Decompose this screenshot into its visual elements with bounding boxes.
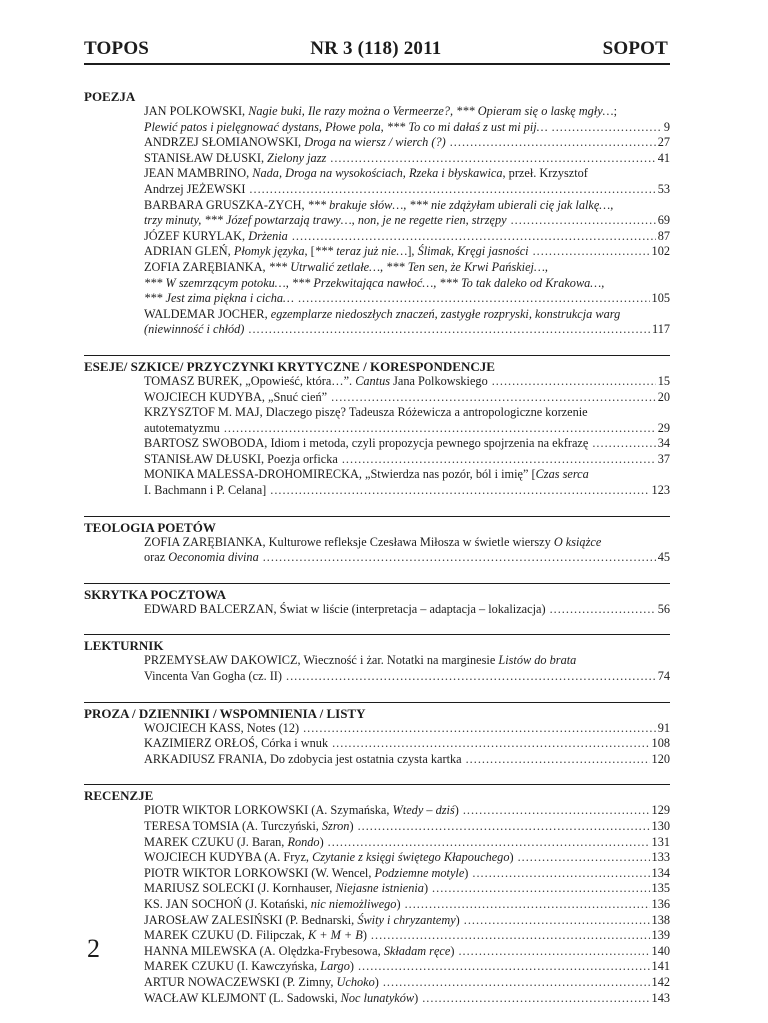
entry-last-line	[144, 881, 670, 897]
entry-title-text: Noc lunatyków	[340, 990, 415, 1005]
dot-leader	[450, 135, 656, 151]
dot-leader	[331, 390, 656, 406]
entry-author-text: WOJCIECH KUDYBA, „Snuć cień”	[144, 389, 328, 404]
entry-title-text: Oeconomia divina	[168, 550, 259, 565]
entry-last-line	[144, 244, 670, 260]
toc-entry[interactable]	[144, 928, 670, 944]
entry-text	[144, 182, 245, 198]
entry-author-text: )	[349, 959, 354, 974]
entry-text	[144, 835, 324, 851]
entry-author-text: I. Bachmann i P. Celana]	[144, 483, 267, 498]
entry-last-line	[144, 436, 670, 452]
toc-entry[interactable]	[144, 866, 670, 882]
toc-entry[interactable]	[144, 374, 670, 390]
entry-author-text: )	[396, 896, 401, 911]
entry-author-text: )	[349, 819, 354, 833]
header-issue-number: NR 3 (118) 2011	[310, 38, 442, 59]
entry-author-text: ZOFIA ZARĘBIANKA,	[144, 259, 269, 274]
entry-author-text: KS. JAN SOCHOŃ (J. Kotański,	[144, 896, 311, 911]
toc-entry[interactable]	[144, 803, 670, 819]
entry-page-number: 9	[663, 119, 670, 134]
dot-leader	[286, 669, 656, 685]
entry-author-text: MONIKA MALESSA-DROHOMIRECKA, „Stwierdza nas pozór, ból i imię” [	[144, 467, 536, 482]
entry-text	[144, 550, 259, 566]
toc-entry[interactable]	[144, 913, 670, 929]
page-number: 2	[87, 934, 100, 963]
entry-page-number: 53	[657, 181, 670, 196]
entry-page-number: 129	[651, 803, 670, 818]
entry-last-line	[144, 866, 670, 882]
toc-entry[interactable]	[144, 653, 670, 684]
entry-last-line	[144, 736, 670, 752]
entry-title-text: Czytanie z księgi świętego Kłapouchego	[312, 850, 510, 865]
entry-title-text: Cantus	[355, 373, 391, 388]
dot-leader	[492, 374, 656, 390]
entry-author-text: Vincenta Van Gogha (cz. II)	[144, 669, 282, 684]
toc-section	[84, 355, 670, 499]
entry-author-text: JAN POLKOWSKI,	[144, 104, 249, 118]
entry-page-number: 108	[651, 736, 670, 751]
dot-leader	[464, 913, 650, 929]
entry-author-text: EDWARD BALCERZAN, Świat w liście (interpretacja – adaptacja – lokalizacja)	[144, 601, 546, 616]
entry-text	[144, 135, 446, 151]
entry-text	[144, 850, 514, 866]
toc-entry[interactable]	[144, 151, 670, 167]
toc-entry[interactable]	[144, 959, 670, 975]
dot-leader	[592, 436, 655, 452]
entry-author-text: JAROSŁAW ZALESIŃSKI (P. Bednarski,	[144, 912, 358, 927]
entry-text	[144, 991, 418, 1007]
entry-title-text: *** Jest zima piękna i cicha…	[144, 291, 294, 306]
dot-leader	[405, 897, 650, 913]
toc-entry[interactable]	[144, 166, 670, 197]
entry-page-number: 37	[657, 451, 670, 466]
entry-page-number: 131	[651, 834, 670, 849]
dot-leader	[249, 182, 655, 198]
entry-last-line	[144, 213, 670, 229]
entry-title-text: Droga na wiersz / wierch (?)	[304, 135, 446, 150]
dot-leader	[383, 975, 650, 991]
entry-author-text: Jana Polkowskiego	[390, 373, 488, 388]
dot-leader	[533, 244, 650, 260]
entry-last-line	[144, 991, 670, 1007]
dot-leader	[511, 213, 656, 229]
section-entries	[84, 535, 670, 566]
entry-title-text: O książce	[553, 534, 602, 549]
entry-title-text: *** teraz już nie…	[314, 244, 408, 259]
entry-text	[144, 669, 282, 685]
entry-last-line	[144, 669, 670, 685]
entry-last-line	[144, 374, 670, 390]
entry-last-line	[144, 452, 670, 468]
entry-author-text: MAREK CZUKU (D. Filipczak,	[144, 928, 308, 943]
toc-entry[interactable]	[144, 819, 670, 835]
entry-last-line	[144, 291, 670, 307]
entry-title-text: Uchoko	[336, 974, 375, 989]
toc-entry[interactable]	[144, 104, 670, 135]
entry-last-line	[144, 483, 670, 499]
entry-line	[144, 198, 670, 214]
entry-line	[144, 276, 670, 292]
section-title: POEZJA	[84, 89, 136, 104]
section-entries	[84, 653, 670, 684]
entry-page-number: 130	[651, 819, 670, 833]
entry-title-text: Ślimak, Kręgi jasności	[417, 244, 529, 259]
toc-entry[interactable]	[144, 260, 670, 307]
entry-page-number: 56	[657, 601, 670, 616]
entry-last-line	[144, 944, 670, 960]
entry-last-line	[144, 897, 670, 913]
entry-page-number: 134	[651, 865, 670, 880]
entry-author-text: MARIUSZ SOLECKI (J. Kornhauser,	[144, 881, 336, 896]
toc-entry[interactable]	[144, 835, 670, 851]
entry-last-line	[144, 322, 670, 338]
entry-title-text: *** brakuje słów…, *** nie zdążyłam ubierali cię jak lalkę…,	[307, 197, 614, 212]
entry-last-line	[144, 975, 670, 991]
entry-page-number: 15	[657, 373, 670, 388]
entry-author-text: HANNA MILEWSKA (A. Olędzka-Frybesowa,	[144, 943, 384, 958]
dot-leader	[466, 752, 650, 768]
entry-title-text: *** W szemrzącym potoku…, *** Przekwitająca nawłoć…, *** To tak daleko od Krakowa…,	[144, 275, 605, 290]
entry-author-text: autotematyzmu	[144, 420, 220, 435]
section-entries	[84, 803, 670, 1006]
entry-author-text: JÓZEF KURYLAK,	[144, 228, 249, 243]
entry-title-text: Wtedy – dziś	[392, 803, 455, 818]
entry-author-text: WACŁAW KLEJMONT (L. Sadowski,	[144, 990, 341, 1005]
entry-title-text: Czas serca	[535, 467, 589, 482]
entry-author-text: ],	[407, 244, 418, 259]
entry-page-number: 87	[657, 228, 670, 243]
entry-author-text: TERESA TOMSIA (A. Turczyński,	[144, 819, 322, 833]
entry-title-text: nic niemożliwego	[310, 896, 397, 911]
entry-author-text: )	[450, 943, 455, 958]
entry-line	[144, 653, 670, 669]
toc-entry[interactable]	[144, 975, 670, 991]
dot-leader	[518, 850, 650, 866]
toc-entry[interactable]	[144, 198, 670, 229]
entry-title-text: Szron	[321, 819, 350, 833]
entry-last-line	[144, 550, 670, 566]
entry-title-text: Nada, Droga na wysokościach, Rzeka i błyskawica	[252, 166, 503, 181]
entry-author-text: )	[454, 803, 459, 818]
entry-author-text: )	[455, 912, 460, 927]
entry-text	[144, 291, 294, 307]
entry-text	[144, 452, 338, 468]
toc-entry[interactable]	[144, 736, 670, 752]
entry-page-number: 91	[657, 720, 670, 735]
toc-entry[interactable]	[144, 602, 670, 618]
entry-page-number: 29	[657, 420, 670, 435]
entry-last-line	[144, 928, 670, 944]
entry-text	[144, 721, 299, 737]
dot-leader	[552, 120, 662, 136]
entry-title-text: egzemplarze niedoszłych znaczeń, zastygłe rozpryski, konstrukcja warg	[270, 306, 621, 321]
section-title: LEKTURNIK	[84, 634, 670, 653]
entry-page-number: 69	[657, 213, 670, 228]
toc-entry[interactable]	[144, 944, 670, 960]
entry-text	[144, 897, 401, 913]
entry-text	[144, 483, 266, 499]
dot-leader	[330, 151, 655, 167]
entry-text	[144, 322, 244, 338]
entry-line	[144, 535, 670, 551]
entry-title-text: Nagie buki, Ile razy można o Vermeerze?, *** Opieram się o laskę mgły…	[248, 104, 614, 118]
entry-title-text: Niejasne istnienia	[335, 881, 424, 896]
dot-leader	[263, 550, 656, 566]
entry-text	[144, 151, 326, 167]
toc-entry[interactable]	[144, 991, 670, 1007]
entry-text	[144, 928, 367, 944]
entry-author-text: oraz	[144, 550, 169, 565]
entry-page-number: 138	[651, 912, 670, 927]
toc-entry[interactable]	[144, 452, 670, 468]
entry-author-text: ARKADIUSZ FRANIA, Do zdobycia jest ostatnia czysta kartka	[144, 751, 462, 766]
entry-text	[144, 436, 588, 452]
dot-leader	[472, 866, 649, 882]
toc-page	[84, 38, 670, 1023]
entry-text	[144, 390, 327, 406]
toc-entry[interactable]	[144, 307, 670, 338]
entry-author-text: Andrzej JEŻEWSKI	[144, 181, 246, 196]
entry-page-number: 102	[651, 244, 670, 259]
entry-title-text: Listów do brata	[498, 653, 577, 668]
entry-text	[144, 229, 288, 245]
entry-author-text: )	[414, 990, 419, 1005]
entry-title-text: Płomyk języka	[233, 244, 305, 259]
entry-page-number: 142	[651, 974, 670, 989]
dot-leader	[422, 991, 649, 1007]
toc-entry[interactable]	[144, 229, 670, 245]
dot-leader	[432, 881, 650, 897]
entry-author-text: JEAN MAMBRINO,	[144, 166, 253, 181]
dot-leader	[224, 421, 656, 437]
entry-last-line	[144, 135, 670, 151]
entry-text	[144, 866, 468, 882]
entry-last-line	[144, 835, 670, 851]
toc-section	[84, 516, 670, 566]
toc-entry[interactable]	[144, 535, 670, 566]
entry-title-text: Podziemne motyle	[374, 865, 465, 880]
entry-text	[144, 244, 529, 260]
toc-entry[interactable]	[144, 390, 670, 406]
entry-text	[144, 736, 328, 752]
entry-text	[144, 959, 354, 975]
entry-author-text: ARTUR NOWACZEWSKI (P. Zimny,	[144, 974, 337, 989]
entry-page-number: 143	[651, 990, 670, 1005]
entry-text	[144, 213, 507, 229]
entry-title-text: Drżenia	[248, 228, 288, 243]
section-title: RECENZJE	[84, 784, 670, 803]
dot-leader	[458, 944, 649, 960]
entry-title-text: Zielony jazz	[267, 150, 327, 165]
entry-last-line	[144, 421, 670, 437]
entry-text	[144, 374, 488, 390]
entry-page-number: 135	[651, 881, 670, 896]
entry-text	[144, 602, 546, 618]
entry-author-text: BARTOSZ SWOBODA, Idiom i metoda, czyli propozycja pewnego spojrzenia na ekfrazę	[144, 436, 589, 451]
entry-author-text: , przeł. Krzysztof	[502, 166, 588, 181]
toc-entry[interactable]	[144, 721, 670, 737]
dot-leader	[248, 322, 650, 338]
entry-page-number: 45	[657, 550, 670, 565]
dot-leader	[292, 229, 656, 245]
entry-last-line	[144, 803, 670, 819]
entry-author-text: ;	[613, 104, 618, 118]
entry-page-number: 41	[657, 150, 670, 165]
dot-leader	[332, 736, 649, 752]
entry-title-text: Świty i chryzantemy	[357, 912, 456, 927]
entry-author-text: )	[319, 834, 324, 849]
entry-author-text: PIOTR WIKTOR LORKOWSKI (W. Wencel,	[144, 865, 375, 880]
dot-leader	[298, 291, 650, 307]
dot-leader	[328, 835, 650, 851]
entry-author-text: BARBARA GRUSZKA-ZYCH,	[144, 197, 308, 212]
entry-last-line	[144, 151, 670, 167]
entry-author-text: )	[423, 881, 429, 896]
entry-author-text: ADRIAN GLEŃ,	[144, 244, 234, 259]
entry-author-text: )	[464, 865, 469, 880]
toc-section	[84, 583, 670, 618]
entry-title-text: Largo	[320, 959, 350, 974]
dot-leader	[358, 959, 650, 975]
section-title: ESEJE/ SZKICE/ PRZYCZYNKI KRYTYCZNE / KORESPONDENCJE	[84, 355, 670, 374]
entry-last-line	[144, 229, 670, 245]
entry-page-number: 117	[652, 322, 670, 337]
entry-text	[144, 803, 459, 819]
entry-title-text: Rondo	[287, 834, 320, 849]
toc-entry[interactable]	[144, 405, 670, 436]
entry-author-text: , [	[304, 244, 315, 259]
toc-entry[interactable]	[144, 897, 670, 913]
entry-last-line	[144, 959, 670, 975]
section-entries	[84, 104, 670, 338]
entry-last-line	[144, 819, 670, 835]
entry-line	[144, 405, 670, 421]
entry-author-text: KRZYSZTOF M. MAJ, Dlaczego piszę? Tadeusza Różewicza a antropologiczne korzenie	[144, 405, 588, 420]
toc-section	[84, 784, 670, 1006]
table-of-contents	[84, 89, 670, 1006]
dot-leader	[371, 928, 650, 944]
toc-section	[84, 89, 670, 338]
entry-author-text: KAZIMIERZ ORŁOŚ, Córka i wnuk	[144, 736, 329, 751]
section-entries	[84, 721, 670, 768]
entry-title-text: trzy minuty, *** Józef powtarzają trawy…, non, je ne regette rien, strzępy	[144, 213, 507, 228]
entry-line	[144, 260, 670, 276]
entry-author-text: STANISŁAW DŁUSKI,	[144, 150, 268, 165]
header-journal-title: TOPOS	[84, 38, 150, 59]
entry-last-line	[144, 602, 670, 618]
entry-author-text: ZOFIA ZARĘBIANKA, Kulturowe refleksje Czesława Miłosza w świetle wierszy	[144, 534, 554, 549]
entry-page-number: 133	[651, 850, 670, 865]
entry-page-number: 123	[651, 483, 670, 498]
entry-text	[144, 819, 354, 835]
section-entries	[84, 374, 670, 499]
entry-text	[144, 120, 548, 136]
entry-page-number: 20	[657, 389, 670, 404]
entry-author-text: PIOTR WIKTOR LORKOWSKI (A. Szymańska,	[144, 803, 393, 818]
running-header	[84, 38, 670, 65]
entry-author-text: TOMASZ BUREK, „Opowieść, która…”.	[144, 373, 356, 388]
dot-leader	[550, 602, 656, 618]
entry-text	[144, 421, 220, 437]
entry-author-text: STANISŁAW DŁUSKI, Poezja orficka	[144, 451, 338, 466]
toc-entry[interactable]	[144, 881, 670, 897]
entry-title-text: (niewinność i chłód)	[144, 322, 245, 337]
toc-entry[interactable]	[144, 850, 670, 866]
header-city: SOPOT	[602, 38, 668, 59]
entry-last-line	[144, 120, 670, 136]
dot-leader	[342, 452, 656, 468]
entry-page-number: 27	[657, 135, 670, 150]
entry-text	[144, 975, 379, 991]
entry-title-text: Plewić patos i pielęgnować dystans, Płowe pola, *** To co mi dałaś z ust mi pij…	[144, 119, 548, 134]
entry-last-line	[144, 913, 670, 929]
entry-text	[144, 944, 454, 960]
entry-page-number: 120	[651, 751, 670, 766]
entry-line	[144, 467, 670, 483]
entry-last-line	[144, 182, 670, 198]
entry-page-number: 34	[657, 436, 670, 451]
toc-entry[interactable]	[144, 467, 670, 498]
entry-page-number: 105	[651, 291, 670, 306]
dot-leader	[463, 803, 650, 819]
entry-author-text: )	[374, 974, 379, 989]
dot-leader	[270, 483, 649, 499]
dot-leader	[358, 819, 650, 835]
section-title: SKRYTKA POCZTOWA	[84, 583, 670, 602]
entry-title-text: *** Utrwalić zetlałe…, *** Ten sen, że Krwi Pańskiej…,	[268, 259, 548, 274]
toc-entry[interactable]	[144, 752, 670, 768]
entry-author-text: WOJCIECH KUDYBA (A. Fryz,	[144, 850, 313, 865]
entry-last-line	[144, 850, 670, 866]
entry-page-number: 139	[651, 928, 670, 943]
entry-title-text: K + M + B	[307, 928, 363, 943]
entry-text	[144, 881, 428, 897]
entry-author-text: WALDEMAR JOCHER,	[144, 306, 271, 321]
entry-author-text: )	[362, 928, 367, 943]
entry-text	[144, 752, 462, 768]
entry-author-text: ANDRZEJ SŁOMIANOWSKI,	[144, 135, 305, 150]
entry-page-number: 140	[651, 943, 670, 958]
entry-line	[144, 104, 670, 120]
toc-section	[84, 702, 670, 768]
entry-last-line	[144, 721, 670, 737]
entry-author-text: MAREK CZUKU (J. Baran,	[144, 834, 288, 849]
dot-leader	[303, 721, 656, 737]
section-entries	[84, 602, 670, 618]
entry-title-text: Składam ręce	[383, 943, 451, 958]
toc-entry[interactable]	[144, 436, 670, 452]
entry-page-number: 74	[657, 669, 670, 684]
entry-text	[144, 913, 460, 929]
entry-line	[144, 307, 670, 323]
entry-last-line	[144, 752, 670, 768]
toc-entry[interactable]	[144, 135, 670, 151]
entry-author-text: )	[509, 850, 514, 865]
entry-page-number: 141	[651, 959, 670, 974]
section-title: TEOLOGIA POETÓW	[84, 516, 670, 535]
toc-section	[84, 634, 670, 684]
section-title: PROZA / DZIENNIKI / WSPOMNIENIA / LISTY	[84, 702, 670, 721]
entry-author-text: PRZEMYSŁAW DAKOWICZ, Wieczność i żar. Notatki na marginesie	[144, 653, 499, 668]
toc-entry[interactable]	[144, 244, 670, 260]
entry-author-text: WOJCIECH KASS, Notes (12)	[144, 720, 300, 735]
entry-line	[144, 166, 670, 182]
entry-author-text: MAREK CZUKU (I. Kawczyńska,	[144, 959, 321, 974]
entry-last-line	[144, 390, 670, 406]
entry-page-number: 136	[651, 896, 670, 911]
